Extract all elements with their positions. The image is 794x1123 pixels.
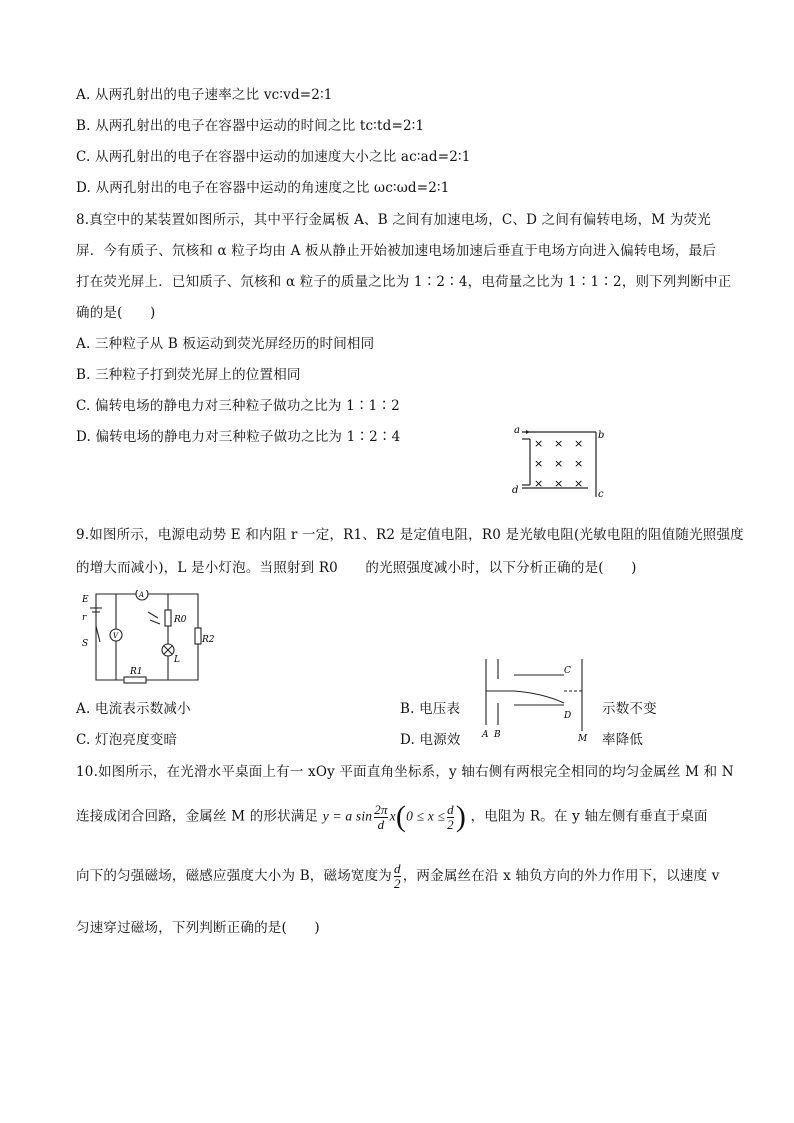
q7-option-b: B. 从两孔射出的电子在容器中运动的时间之比 tc∶td=2∶1 [76,118,425,134]
field-cross: × [574,477,584,490]
box-label-a: a [514,425,520,436]
field-cross: × [534,437,544,450]
plate-label-A: A [482,730,489,740]
q10-line3-pre: 向下的匀强磁场，磁感应强度大小为 B，磁场宽度为 [76,868,393,884]
q10-stem-line4: 匀速穿过磁场，下列判断正确的是( ) [76,920,320,936]
q8-stem-line1: 8.真空中的某装置如图所示，其中平行金属板 A、B 之间有加速电场，C、D 之间有偏转电场，M 为荧光 [76,212,711,228]
plate-label-C: C [564,666,571,676]
q7-option-d: D. 从两孔射出的电子在容器中运动的角速度之比 ωc∶ωd=2∶1 [76,180,450,196]
q10-width-fraction: $\frac{d}{2}$ [394,861,401,891]
q8-option-a: A. 三种粒子从 B 板运动到荧光屏经历的时间相同 [76,336,375,352]
q10-stem-line3 [76,862,720,891]
q10-stem-line2: 连接成闭合回路，金属丝 M 的形状满足 y = a sin $\frac{2\pi}{d}$ x(0 ≤ x ≤ $\frac{d}{2}$ ) ，电阻为 R。在 y 轴左侧有垂直于桌面 [76,800,708,833]
label-S: S [82,639,89,649]
q10-line3-post: ，两金属丝在沿 x 轴负方向的外力作用下，以速度 v [402,868,720,884]
q9-option-b: B. 电压表 [400,701,461,717]
field-cross: × [554,477,564,490]
deflection-plates-figure [478,655,598,743]
label-E: E [82,595,89,605]
q7-option-a: A. 从两孔射出的电子速率之比 vc∶vd=2∶1 [76,87,333,103]
q9-option-d: D. 电源效 [400,732,461,748]
q8-stem-line2: 屏．今有质子、氘核和 α 粒子均由 A 板从静止开始被加速电场加速后垂直于电场方向进入偏转电场，最后 [76,243,717,259]
q9-stem-line2: 的增大而减小)，L 是小灯泡。当照射到 R0 的光照强度减小时，以下分析正确的是( ) [76,560,637,576]
q10-formula-lhs: y = a sin [322,808,373,824]
field-cross: × [534,457,544,470]
voltmeter-label: V [113,632,119,640]
ammeter-label: A [139,591,145,599]
q10-formula-fraction: $\frac{2\pi}{d}$ [374,801,388,832]
plate-label-B: B [494,730,501,740]
q10-stem-line1: 10.如图所示，在光滑水平桌面上有一 xOy 平面直角坐标系，y 轴右侧有两根完全相同的均匀金属丝 M 和 N [76,764,734,780]
screen-label-M: M [578,734,588,743]
q10-formula-condition: 0 ≤ x ≤ [406,808,446,824]
q10-line2-post: ，电阻为 R。在 y 轴左侧有垂直于桌面 [470,808,708,825]
q8-stem-line3: 打在荧光屏上．已知质子、氘核和 α 粒子的质量之比为 1∶2∶4，电荷量之比为 1∶1∶2，则下列判断中正 [76,274,732,290]
field-cross: × [554,457,564,470]
q8-option-b: B. 三种粒子打到荧光屏上的位置相同 [76,367,301,383]
box-label-b: b [598,430,604,441]
q8-stem-line4: 确的是( ) [76,305,156,321]
q9-option-d-tail: 率降低 [602,732,644,748]
q10-condition-fraction: $\frac{d}{2}$ [447,801,454,832]
q7-option-c: C. 从两孔射出的电子在容器中运动的加速度大小之比 ac∶ad=2∶1 [76,149,471,165]
q9-option-c: C. 灯泡亮度变暗 [76,732,178,748]
q8-option-d: D. 偏转电场的静电力对三种粒子做功之比为 1∶2∶4 [76,429,401,445]
field-cross: × [554,437,564,450]
label-R0: R0 [174,615,187,625]
plate-label-D: D [564,711,572,721]
q9-option-b-tail: 示数不变 [602,701,657,717]
q8-option-c: C. 偏转电场的静电力对三种粒子做功之比为 1∶1∶2 [76,398,400,414]
label-L: L [174,655,180,665]
q9-option-a: A. 电流表示数减小 [76,701,191,717]
field-cross: × [574,437,584,450]
label-r: r [82,613,87,623]
field-cross: × [534,477,544,490]
circuit-figure [78,590,220,686]
label-R2: R2 [202,635,215,645]
box-label-c: c [598,489,604,499]
label-R1: R1 [130,667,143,677]
q9-stem-line1: 9.如图所示，电源电动势 E 和内阻 r 一定，R1、R2 是定值电阻，R0 是光敏电阻(光敏电阻的阻值随光照强度 [76,527,744,543]
box-label-d: d [512,485,519,496]
magnetic-box-figure [508,425,604,499]
field-cross: × [574,457,584,470]
q10-formula-x: x [389,808,396,824]
q10-line2-pre: 连接成闭合回路，金属丝 M 的形状满足 [76,808,319,825]
